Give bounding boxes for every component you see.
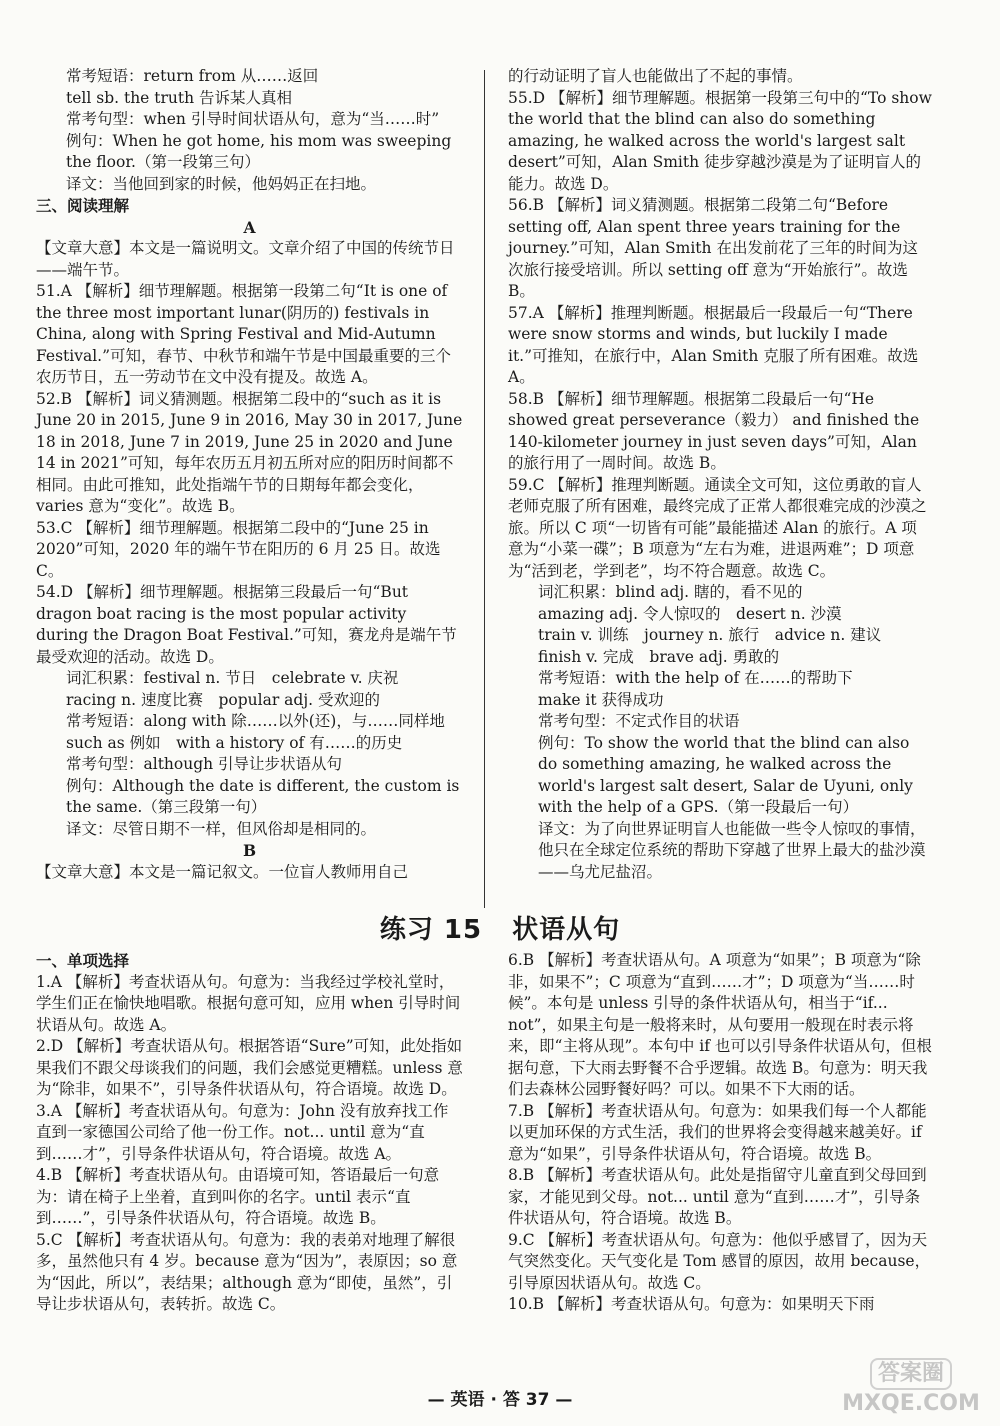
text-paragraph: 常考短语：return from 从……返回 xyxy=(66,67,319,85)
watermark-url: MXQE.COM xyxy=(842,1391,980,1416)
text-paragraph: tell sb. the truth 告诉某人真相 xyxy=(66,88,293,107)
text-paragraph: 1.A 【解析】考查状语从句。句意为：当我经过学校礼堂时，学生们正在愉快地唱歌。根据句意可知，应用 when 引导时间状语从句。故选 A。 xyxy=(36,972,461,1034)
text-paragraph: 54.D 【解析】细节理解题。根据第三段最后一句“But dragon boat racing is the most popular activity during the Dragon Boat Festival.”可知，赛龙舟是端午节最受欢迎的活动。故选 D。 xyxy=(36,583,457,666)
text-paragraph: 常考句型：although 引导让步状语从句 xyxy=(66,755,343,773)
text-paragraph: 一、单项选择 xyxy=(36,951,130,970)
text-paragraph: racing n. 速度比赛 popular adj. 受欢迎的 xyxy=(66,690,380,709)
exercise-right-column xyxy=(508,950,932,1316)
left-column xyxy=(36,66,463,883)
text-paragraph: 例句：When he got home, his mom was sweeping the floor.（第一段第三句） xyxy=(66,131,452,171)
watermark-seal: 答案圈 xyxy=(870,1358,952,1390)
text-paragraph: 词汇积累：blind adj. 瞎的，看不见的 xyxy=(538,583,803,601)
text-paragraph: 常考短语：with the help of 在……的帮助下 xyxy=(538,669,853,687)
watermark-logo xyxy=(836,1358,986,1418)
text-paragraph: 【文章大意】本文是一篇说明文。文章介绍了中国的传统节日——端午节。 xyxy=(36,239,455,279)
text-paragraph: 例句：To show the world that the blind can also do something amazing, he walked across the world's largest salt desert, Salar de Uyuni, only with the help of a GPS.（第一段最后一句） xyxy=(538,733,913,816)
text-paragraph: 的行动证明了盲人也能做出了不起的事情。 xyxy=(508,67,803,85)
text-paragraph: 52.B 【解析】词义猜测题。根据第二段中的“such as it is June 20 in 2015, June 9 in 2016, May 30 in 2017, June 18 in 2018, June 7 in 2019, June 25 in 2020 and June 14 in 2021”可知，每年农历五月初五所对应的阳历时间都不相同。由此可推知，此处指端午节的日期每年都会变化，varies 意为“变化”。故选 B。 xyxy=(36,389,463,515)
text-paragraph: 55.D 【解析】细节理解题。根据第一段第三句中的“To show the world that the blind can also do something amazing, he walked across the world's largest salt desert”可知，Alan Smith 徒步穿越沙漠是为了证明盲人的能力。故选 D。 xyxy=(508,88,932,193)
text-paragraph: train v. 训练 journey n. 旅行 advice n. 建议 xyxy=(538,626,882,644)
text-paragraph: A xyxy=(243,217,256,237)
text-paragraph: 常考短语：along with 除……以外(还)，与……同样地 xyxy=(66,712,445,730)
column-divider xyxy=(484,70,485,908)
text-paragraph: 译文：尽管日期不一样，但风俗却是相同的。 xyxy=(66,819,377,838)
text-paragraph: 3.A 【解析】考查状语从句。句意为：John 没有放弃找工作直到一家德国公司给了他一份工作。not... until 意为“直到……才”，引导条件状语从句，符合语境。故选 A。 xyxy=(36,1101,449,1163)
text-paragraph: 58.B 【解析】细节理解题。根据第二段最后一句“He showed great perseverance（毅力） and finished the 140-kilometer journey in just seven days”可知，Alan 的旅行用了一周时间。故选 B。 xyxy=(508,389,920,472)
section-number: 练习 15 xyxy=(379,915,483,945)
text-paragraph: 词汇积累：festival n. 节日 celebrate v. 庆祝 xyxy=(66,669,399,687)
text-paragraph: make it 获得成功 xyxy=(538,690,664,709)
text-paragraph: 【文章大意】本文是一篇记叙文。一位盲人教师用自己 xyxy=(36,862,409,881)
section-name: 状语从句 xyxy=(512,915,621,945)
text-paragraph: 8.B 【解析】考查状语从句。此处是指留守儿童直到父母回到家，才能见到父母。not... until 意为“直到……才”，引导条件状语从句，符合语境。故选 B。 xyxy=(508,1166,927,1227)
text-paragraph: amazing adj. 令人惊叹的 desert n. 沙漠 xyxy=(538,604,842,623)
text-paragraph: 5.C 【解析】考查状语从句。句意为：我的表弟对地理了解很多，虽然他只有 4 岁。because 意为“因为”，表原因；so 意为“因此，所以”，表结果；although 意为“即使，虽然”，引导让步状语从句，表转折。故选 C。 xyxy=(36,1230,458,1313)
text-paragraph: such as 例如 with a history of 有……的历史 xyxy=(66,733,403,752)
text-paragraph: 59.C 【解析】推理判断题。通读全文可知，这位勇敢的盲人老师克服了所有困难，最终完成了正常人都很难完成的沙漠之旅。所以 C 项“一切皆有可能”最能描述 Alan 的旅行。A 项意为“小菜一碟”；B 项意为“左右为难，进退两难”；D 项意为“活到老，学到老”，均不符合题意。故选 C。 xyxy=(508,475,927,580)
text-paragraph: finish v. 完成 brave adj. 勇敢的 xyxy=(538,647,780,666)
text-paragraph: 53.C 【解析】细节理解题。根据第二段中的“June 25 in 2020”可知，2020 年的端午节在阳历的 6 月 25 日。故选 C。 xyxy=(36,518,441,580)
text-paragraph: 6.B 【解析】考查状语从句。A 项意为“如果”；B 项意为“除非，如果不”；C 项意为“直到……才”；D 项意为“当……时候”。本句是 unless 引导的条件状语从句，相当于“if... not”，如果主句是一般将来时，从句要用一般现在时表示将来，即“主将从现”。本句中 if 也可以引导条件状语从句，但根据句意，下大雨去野餐不合乎逻辑。故选 B。句意为：明天我们去森林公园野餐好吗？可以。如果不下大雨的话。 xyxy=(508,951,932,1098)
text-paragraph: 9.C 【解析】考查状语从句。句意为：他似乎感冒了，因为天气突然变化。天气变化是 Tom 感冒的原因，故用 because，引导原因状语从句。故选 C。 xyxy=(508,1230,931,1292)
text-paragraph: 译文：为了向世界证明盲人也能做一些令人惊叹的事情，他只在全球定位系统的帮助下穿越了世界上最大的盐沙漠——乌尤尼盐沼。 xyxy=(538,819,926,881)
page-footer: — 英语 · 答 37 — xyxy=(427,1390,573,1410)
text-paragraph: 例句：Although the date is different, the custom is the same.（第三段第一句） xyxy=(66,776,460,816)
text-paragraph: 常考句型：不定式作目的状语 xyxy=(538,712,740,730)
text-paragraph: 4.B 【解析】考查状语从句。由语境可知，答语最后一句意为：请在椅子上坐着，直到叫你的名字。until 表示“直到……”，引导条件状语从句，符合语境。故选 B。 xyxy=(36,1166,440,1227)
text-paragraph: 7.B 【解析】考查状语从句。句意为：如果我们每一个人都能以更加环保的方式生活，我们的世界将会变得越来越美好。if 意为“如果”，引导条件状语从句，符合语境。故选 B。 xyxy=(508,1101,927,1163)
text-paragraph: 三、阅读理解 xyxy=(36,196,130,215)
text-paragraph: 10.B 【解析】考查状语从句。句意为：如果明天下雨 xyxy=(508,1295,875,1313)
text-paragraph: 译文：当他回到家的时候，他妈妈正在扫地。 xyxy=(66,174,377,193)
text-paragraph: 51.A 【解析】细节理解题。根据第一段第二句“It is one of the three most important lunar(阴历的) festivals in China, along with Spring Festival and Mid-Autumn Festival.”可知，春节、中秋节和端午节是中国最重要的三个农历节日，五一劳动节在文中没有提及。故选 A。 xyxy=(36,282,452,386)
text-paragraph: B xyxy=(242,841,257,860)
right-column xyxy=(508,66,932,883)
text-paragraph: 常考句型：when 引导时间状语从句，意为“当……时” xyxy=(66,110,440,128)
section-title xyxy=(0,912,1000,948)
text-paragraph: 57.A 【解析】推理判断题。根据最后一段最后一句“There were snow storms and winds, but luckily I made it.”可推知，在旅行中，Alan Smith 克服了所有困难。故选 A。 xyxy=(508,303,919,386)
text-paragraph: 2.D 【解析】考查状语从句。根据答语“Sure”可知，此处指如果我们不跟父母谈我们的问题，我们会感觉更糟糕。unless 意为“除非，如果不”，引导条件状语从句，符合语境。故选 D。 xyxy=(36,1037,463,1098)
text-paragraph: 56.B 【解析】词义猜测题。根据第二段第二句“Before setting off, Alan spent three years training for the journey.”可知，Alan Smith 在出发前花了三年的时间为这次旅行接受培训。所以 setting off 意为“开始旅行”。故选 B。 xyxy=(508,196,918,300)
exercise-left-column xyxy=(36,950,463,1316)
